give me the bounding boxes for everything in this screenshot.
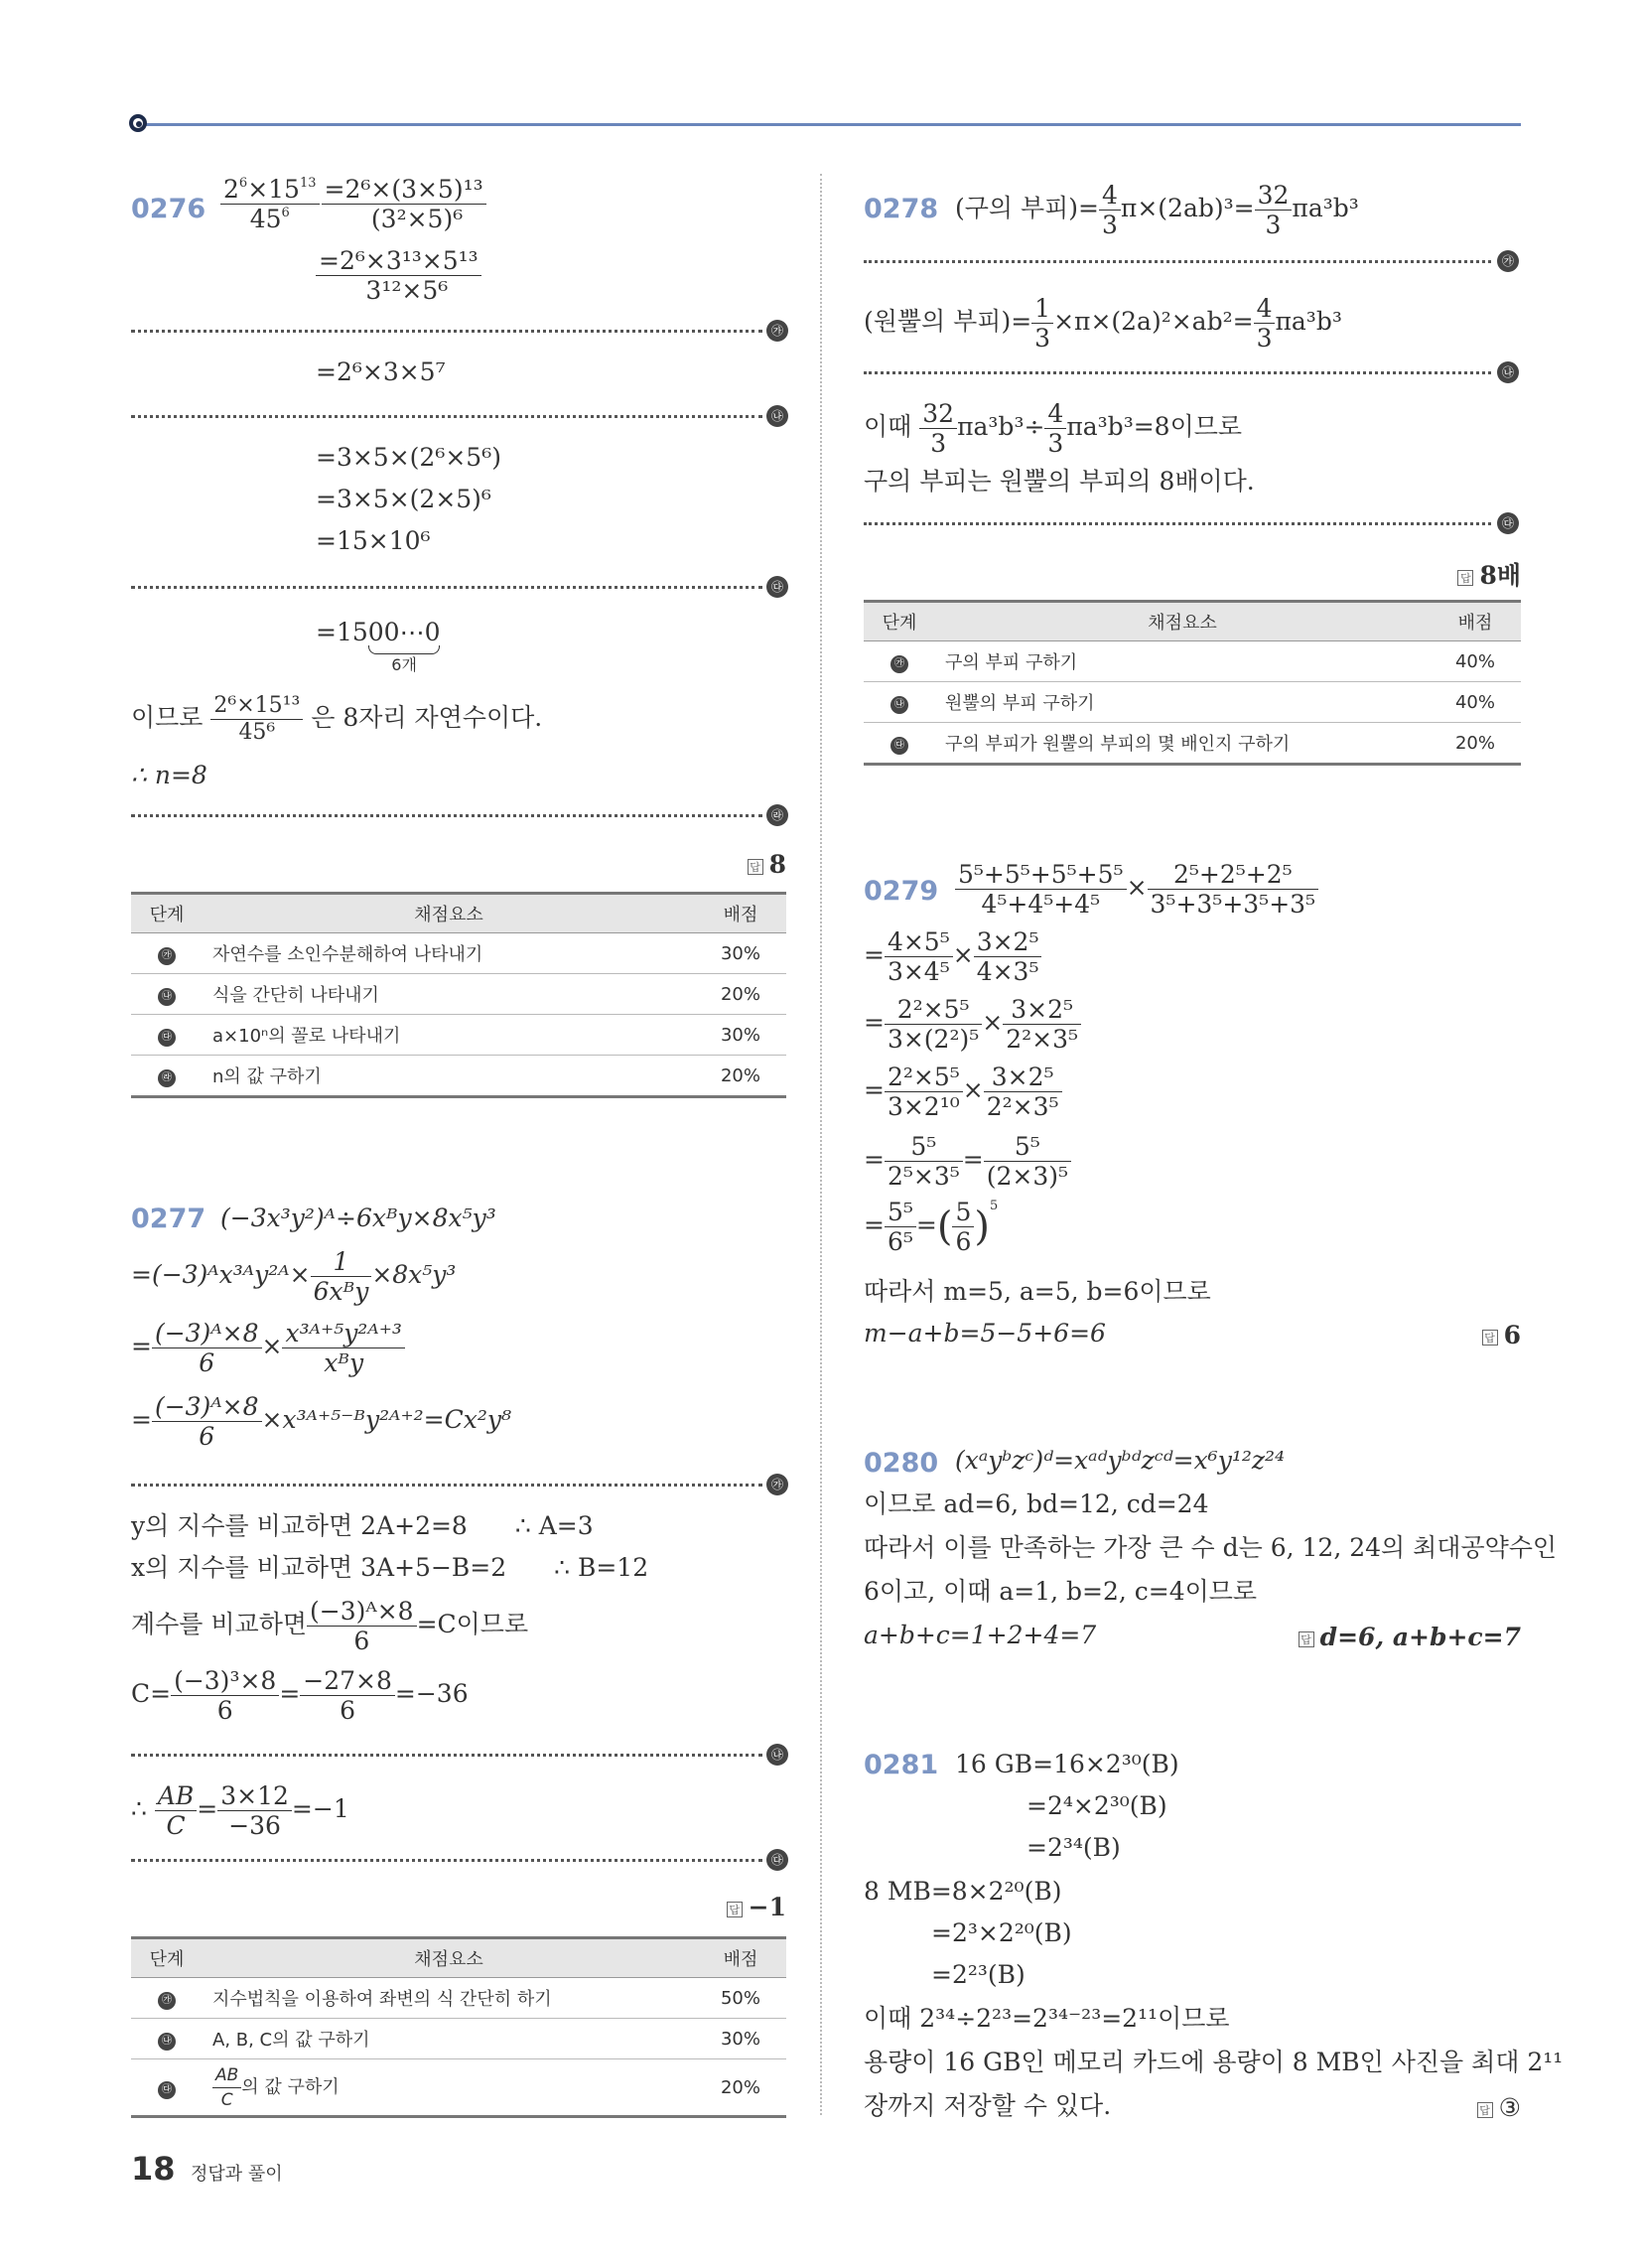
mark-na-icon: ㉯ [766,405,788,427]
page-number: 18 [131,2150,176,2188]
p0281-answer: 답 ③ [1430,2093,1521,2122]
p0281-line5: =2³×2²⁰(B) [931,1918,1072,1947]
mark-na-icon: ㉯ [158,988,176,1006]
mark-ga-icon: ㉮ [1497,250,1519,272]
table-row: ㉮ 지수법칙을 이용하여 좌변의 식 간단히 하기 50% [131,1978,786,2019]
footer-label: 정답과 풀이 [191,2164,283,2185]
p0278-divider-2 [864,371,1491,374]
mark-ga-icon: ㉮ [766,320,788,342]
p0276-divider-4 [131,814,762,817]
problem-number-0281: 0281 [864,1750,939,1780]
p0281-line2: =2⁴×2³⁰(B) [1026,1791,1167,1820]
p0276-line3: =2⁶×3×5⁷ [316,357,446,386]
p0278-line1: (구의 부피)= $\frac{4}{3}$ π×(2ab)³= $\frac{32}{3}$ πa³b³ [955,181,1359,239]
answer-icon: 답 [748,859,763,875]
mark-na-icon: ㉯ [1497,361,1519,383]
p0277-divider-2 [131,1754,762,1757]
mark-ga-icon: ㉮ [890,655,908,673]
p0280-line3: 따라서 이를 만족하는 가장 큰 수 d는 6, 12, 24의 최대공약수인 [864,1533,1558,1562]
table-row: ㉰ $\frac{AB}{C}$ 의 값 구하기 20% [131,2059,786,2117]
table-row: ㉮ 자연수를 소인수분해하여 나타내기 30% [131,933,786,974]
mark-ga-icon: ㉮ [158,947,176,965]
problem-number-0278: 0278 [864,194,939,224]
mark-ra-icon: ㉱ [158,1069,176,1087]
table-row: ㉯ 식을 간단히 나타내기 20% [131,974,786,1015]
p0276-answer: 답 8 [695,850,786,879]
p0276-divider-1 [131,330,762,333]
p0279-line5: = $\frac{\text{5⁵}}{\text{2⁵×3⁵}}$ = $\frac{\text{5⁵}}{\text{(2×3)⁵}}$ [864,1134,1071,1189]
p0277-answer: 답 −1 [655,1893,786,1921]
mark-da-icon: ㉰ [890,737,908,755]
p0276-line7: =1500⋯0 6개 [316,618,441,674]
p0281-line9: 장까지 저장할 수 있다. [864,2091,1112,2120]
problem-number-0280: 0280 [864,1448,939,1479]
p0280-line2: 이므로 ad=6, bd=12, cd=24 [864,1489,1209,1518]
p0277-line5: y의 지수를 비교하면 2A+2=8 ∴ A=3 [131,1511,594,1540]
p0279-line3: = $\frac{\text{2²×5⁵}}{\text{3×(2²)⁵}}$ × $\frac{\text{3×2⁵}}{\text{2²×3⁵}}$ [864,997,1081,1052]
mark-da-icon: ㉰ [766,1849,788,1871]
answer-icon: 답 [1457,570,1473,586]
p0277-line8: C= $\frac{\text{(−3)³×8}}{6}$ = $\frac{-27\times 8}{6}$ =−36 [131,1666,469,1725]
p0279-answer: 답 6 [1430,1321,1521,1349]
table-row: ㉱ n의 값 구하기 20% [131,1056,786,1097]
p0281-line6: =2²³(B) [931,1960,1026,1989]
p0280-answer: 답 d=6, a+b+c=7 [1253,1623,1521,1651]
p0279-line2: = $\frac{\text{4×5⁵}}{\text{3×4⁵}}$ × $\frac{\text{3×2⁵}}{\text{4×3⁵}}$ [864,929,1041,984]
p0276-score-table: 단계 채점요소 배점 ㉮ 자연수를 소인수분해하여 나타내기 30% ㉯ 식을 간단히 나타내기 20% ㉰ a×10ⁿ의 꼴로 나타내기 30% ㉱ n의 값 구하기 20% [131,892,786,1098]
p0276-line6: =15×10⁶ [316,526,431,555]
p0277-divider-1 [131,1484,762,1487]
p0278-line2: (원뿔의 부피)= $\frac{1}{3}$ ×π×(2a)²×ab²= $\frac{4}{3}$ πa³b³ [864,294,1342,353]
mark-ga-icon: ㉮ [158,1992,176,2010]
p0276-line4: =3×5×(2⁶×5⁶) [316,443,501,472]
answer-icon: 답 [727,1902,743,1917]
mark-ra-icon: ㉱ [766,804,788,826]
p0281-line8: 용량이 16 GB인 메모리 카드에 용량이 8 MB인 사진을 최대 2¹¹ [864,2048,1564,2076]
p0279-line1: $\frac{\text{5⁵+5⁵+5⁵+5⁵}}{\text{4⁵+4⁵+4⁵}}$ × $\frac{\text{2⁵+2⁵+2⁵}}{\text{3⁵+3⁵+3⁵+3⁵}}$ [955,862,1318,917]
p0278-divider-1 [864,260,1491,263]
problem-number-0277: 0277 [131,1204,206,1234]
p0277-score-table: 단계 채점요소 배점 ㉮ 지수법칙을 이용하여 좌변의 식 간단히 하기 50% ㉯ A, B, C의 값 구하기 30% ㉰ $\frac{AB}{C}$ 의 값 구하기 20% [131,1936,786,2118]
p0277-line7: 계수를 비교하면 $\frac{\text{(−3)ᴬ×8}}{6}$ =C이므로 [131,1597,529,1655]
p0280-line1: (xᵃyᵇzᶜ)ᵈ=xᵃᵈyᵇᵈzᶜᵈ=x⁶y¹²z²⁴ [955,1446,1286,1475]
p0279-line4: = $\frac{\text{2²×5⁵}}{\text{3×2¹⁰}}$ × $\frac{\text{3×2⁵}}{\text{2²×3⁵}}$ [864,1064,1062,1119]
p0281-line7: 이때 2³⁴÷2²³=2³⁴⁻²³=2¹¹이므로 [864,2004,1230,2033]
p0276-divider-2 [131,415,762,418]
p0277-line3: = $\frac{\text{(−3)ᴬ×8}}{6}$ × $\frac{\text{x³ᴬ⁺⁵y²ᴬ⁺³}}{\text{xᴮy}}$ [131,1321,405,1375]
p0278-divider-3 [864,522,1491,525]
column-separator [820,174,822,2115]
p0281-line4: 8 MB=8×2²⁰(B) [864,1877,1062,1906]
table-row: ㉰ 구의 부피가 원뿔의 부피의 몇 배인지 구하기 20% [864,723,1521,765]
header-rule [139,123,1521,126]
p0281-line3: =2³⁴(B) [1026,1833,1121,1862]
mark-da-icon: ㉰ [158,1029,176,1047]
p0278-line3: 이때 $\frac{32}{3}$ πa³b³÷ $\frac{4}{3}$ πa³b³=8이므로 [864,399,1243,458]
answer-icon: 답 [1477,2102,1493,2118]
table-row: ㉯ 원뿔의 부피 구하기 40% [864,682,1521,723]
table-row: ㉮ 구의 부피 구하기 40% [864,641,1521,682]
p0276-line1: $\frac{2^6\times 15^{13}}{45^6}$ $\frac{\text{=2⁶×(3×5)¹³}}{\text{(3²×5)⁶}}$ [220,177,486,231]
p0276-line2: $\frac{\text{=2⁶×3¹³×5¹³}}{\text{3¹²×5⁶}}$ [316,248,481,303]
p0278-line4: 구의 부피는 원뿔의 부피의 8배이다. [864,467,1255,496]
mark-na-icon: ㉯ [890,696,908,714]
answer-icon: 답 [1482,1330,1498,1346]
p0280-line4: 6이고, 이때 a=1, b=2, c=4이므로 [864,1577,1258,1606]
problem-number-0276: 0276 [131,194,206,224]
mark-na-icon: ㉯ [766,1744,788,1766]
p0276-line9: ∴ n=8 [131,761,207,789]
p0277-line9: ∴ $\frac{AB}{C}$ = $\frac{3\times 12}{-36}$ =−1 [131,1781,349,1840]
p0279-line8: m−a+b=5−5+6=6 [864,1319,1106,1347]
p0278-answer: 답 8배 [1390,556,1521,592]
answer-icon: 답 [1299,1631,1314,1647]
mark-da-icon: ㉰ [1497,512,1519,534]
header-bullet-icon [129,114,147,132]
mark-da-icon: ㉰ [766,576,788,598]
p0279-line6: = $\frac{\text{5⁵}}{\text{6⁵}}$ =( $\frac{5}{6}$ )$^5$ [864,1198,999,1256]
p0277-line6: x의 지수를 비교하면 3A+5−B=2 ∴ B=12 [131,1553,649,1582]
p0276-line8: 이므로 $\frac{\text{2⁶×15¹³}}{\text{45⁶}}$ 은 8자리 자연수이다. [131,693,543,745]
table-row: ㉯ A, B, C의 값 구하기 30% [131,2019,786,2059]
p0281-line1: 16 GB=16×2³⁰(B) [955,1750,1179,1778]
mark-ga-icon: ㉮ [766,1474,788,1495]
problem-number-0279: 0279 [864,876,939,907]
table-row: ㉰ a×10ⁿ의 꼴로 나타내기 30% [131,1015,786,1056]
p0277-divider-3 [131,1859,762,1862]
p0277-line4: = $\frac{\text{(−3)ᴬ×8}}{6}$ ×x³ᴬ⁺⁵⁻ᴮy²ᴬ⁺²=Cx²y⁸ [131,1392,512,1451]
p0276-divider-3 [131,586,762,589]
p0280-line5: a+b+c=1+2+4=7 [864,1621,1097,1649]
p0277-line2: =(−3)ᴬx³ᴬy²ᴬ× $\frac{1}{\text{6xᴮy}}$ ×8x⁵y³ [131,1247,457,1306]
p0276-line5: =3×5×(2×5)⁶ [316,485,491,513]
p0277-line1: (−3x³y²)ᴬ÷6xᴮy×8x⁵y³ [220,1204,496,1232]
mark-da-icon: ㉰ [158,2081,176,2099]
p0278-score-table: 단계 채점요소 배점 ㉮ 구의 부피 구하기 40% ㉯ 원뿔의 부피 구하기 40% ㉰ 구의 부피가 원뿔의 부피의 몇 배인지 구하기 20% [864,600,1521,766]
mark-na-icon: ㉯ [158,2033,176,2051]
p0279-line7: 따라서 m=5, a=5, b=6이므로 [864,1277,1211,1306]
